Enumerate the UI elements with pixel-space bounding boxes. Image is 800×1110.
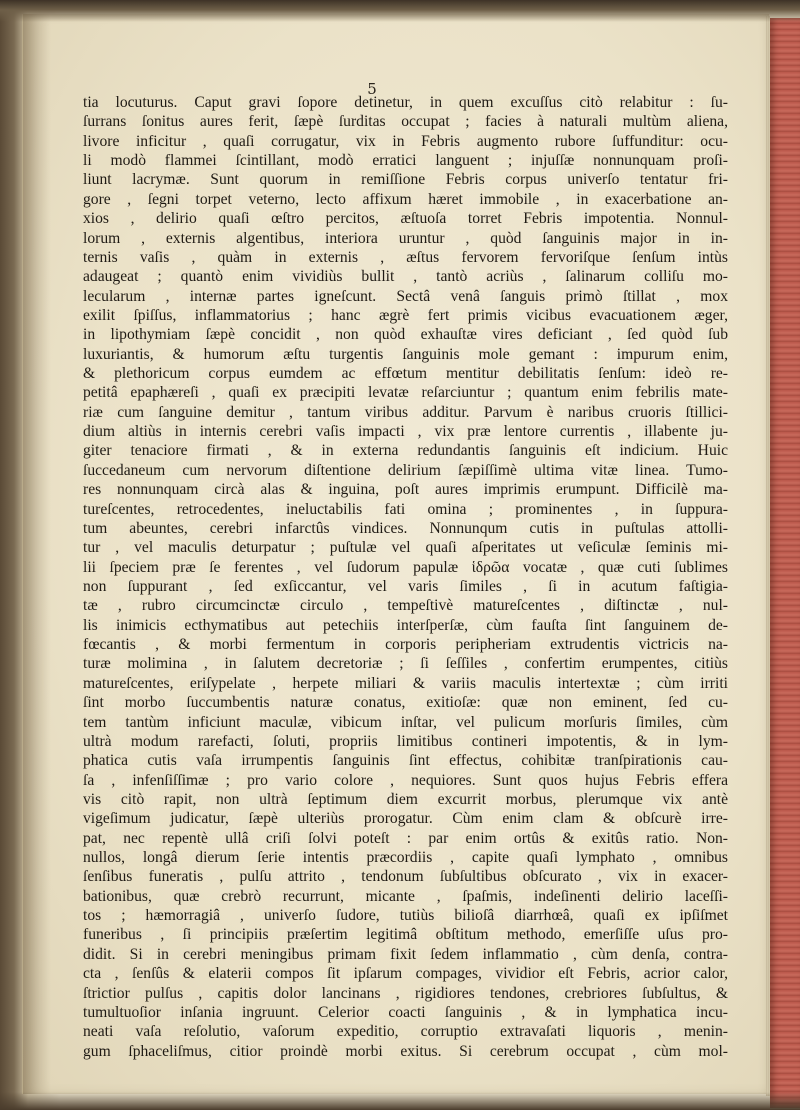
text-line: liunt lacrymæ. Sunt quorum in remiſſione Febris corpus univerſo tentatur fri- [83, 171, 728, 189]
text-line: lis inimicis ecthymatibus aut petechiis interſperſæ, cùm fauſta ſint ſanguinem de- [83, 616, 728, 634]
text-line: ultrà modum rarefacti, ſoluti, propriis limitibus contineri impotentis, & in lym- [83, 732, 728, 750]
text-line: xios , delirio quaſi œſtro percitos, æſtuoſa torret Febris impotentia. Nonnul- [83, 210, 728, 228]
body-text [83, 93, 728, 1061]
text-line: dium altiùs in internis cerebri vaſis impacti , vix præ lentore currentis , illabente ju- [83, 423, 728, 441]
text-line: nullos, longâ dierum ſerie intentis præcordiis , capite quaſi lymphato , omnibus [83, 849, 728, 867]
text-line: tos ; hæmorragiâ , univerſo ſudore, tutiùs bilioſâ diarrhœâ, quaſi ex ipſiſmet [83, 907, 728, 925]
text-line: pat, nec repentè ullâ criſi ſolvi poteſt : par enim ortûs & exitûs ratio. Non- [83, 829, 728, 847]
text-line: didit. Si in cerebri meningibus primam fixit ſedem inflammatio , cùm denſa, contra- [83, 945, 728, 963]
text-line: vigeſimum judicatur, ſæpè ulteriùs prorogatur. Cùm enim clam & obſcurè irre- [83, 810, 728, 828]
text-line: fœcantis , & morbi fermentum in corporis peripheriam extrudentis victricis na- [83, 636, 728, 654]
text-line: lorum , externis algentibus, interiora uruntur , quòd ſanguinis major in in- [83, 229, 728, 247]
book-edge-red [770, 18, 800, 1108]
text-line: luxuriantis, & humorum æſtu turgentis ſanguinis mole gemant : impurum enim, [83, 345, 728, 363]
text-line: cta , ſenſûs & elaterii compos ſit ipſarum compages, vividior eſt Febris, acrior calor, [83, 965, 728, 983]
text-line: ternis vaſis , quàm in externis , æſtus fervorem fervoriſque ſenſum intùs [83, 248, 728, 266]
bottom-shadow [0, 1092, 800, 1110]
text-line: res nonnunquam circà alas & inguina, poſt aures imprimis erumpunt. Difficilè ma- [83, 481, 728, 499]
text-line: ſurrans ſonitus aures ferit, ſæpè ſurditas occupat ; facies à naturali multùm aliena, [83, 113, 728, 131]
text-line: ſint morbo ſuccumbentis naturæ conatus, exitioſæ: quæ non eminent, ſed cu- [83, 694, 728, 712]
text-line: petitâ epaphæreſi , quaſi ex præcipiti levatæ reſarciuntur ; quantum enim febrilis mate- [83, 384, 728, 402]
text-line: in lipothymiam ſæpè concidit , non quòd exhauſtæ vires deficiant , ſed quòd ſub [83, 326, 728, 344]
page-stack-edge [766, 16, 770, 1096]
page-gutter-shadow [23, 14, 51, 1094]
text-line: ſenſibus funeratis , pulſu attrito , tendonum ſubſultibus obſcurato , vix in exacer- [83, 868, 728, 886]
text-line: bationibus, quæ crebrò recurrunt, micante , ſpaſmis, indeſinenti delirio laceſſi- [83, 887, 728, 905]
text-line: turæ molimina , in ſalutem decretoriæ ; ſi ſeſſiles , confertim erumpentes, citiùs [83, 655, 728, 673]
text-line: matureſcentes, eriſypelate , herpete miliari & variis maculis intertextæ ; cùm irriti [83, 674, 728, 692]
text-line: tæ , rubro circumcinctæ circulo , tempeſtivè matureſcentes , diſtinctæ , nul- [83, 597, 728, 615]
text-line: tum abeuntes, cerebri infarctûs vindices. Nonnunqum cutis in puſtulas attolli- [83, 519, 728, 537]
text-line: ſa , infenſiſſimæ ; pro vario colore , nequiores. Sunt quos hujus Febris effera [83, 771, 728, 789]
text-line: non ſuppurant , ſed exſiccantur, vel varis ſimiles , ſi in acutum faſtigia- [83, 577, 728, 595]
text-line: riæ cum ſanguine demitur , tantum viribus additur. Parvum è naribus cruoris ſtillici- [83, 403, 728, 421]
text-line: vis citò rapit, non ultrà ſeptimum diem excurrit morbus, plerumque vix antè [83, 790, 728, 808]
text-line: phatica cutis vaſa irrumpentis ſanguinis ſint effectus, cohibitæ tranſpirationis cau- [83, 752, 728, 770]
text-line: gum ſphaceliſmus, citior proindè morbi exitus. Si cerebrum occupat , cùm mol- [83, 1042, 728, 1060]
text-line: neati vaſa reſolutio, vaſorum expeditio, corruptio extravaſati liquoris , menin- [83, 1023, 728, 1041]
text-line: adaugeat ; quantò enim vividiùs bullit , tantò acriùs , ſalinarum colliſu mo- [83, 268, 728, 286]
text-line: giter tenaciore firmati , & in externa redundantis ſanguinis eſt indicium. Huic [83, 442, 728, 460]
text-line: exilit ſpiſſus, inflammatorius ; hanc ægrè fert primis vicibus evacuationem æger, [83, 306, 728, 324]
text-line: lii ſpeciem præ ſe ferentes , vel ſudorum papulæ ἱδρῶα vocatæ , quæ cuti ſublimes [83, 558, 728, 576]
text-line: li modò flammei ſcintillant, modò erratici languent ; injuſſæ nonnunquam proſi- [83, 152, 728, 170]
text-line: tureſcentes, retrocedentes, ineluctabilis fati omina ; prominentes , in ſuppura- [83, 500, 728, 518]
text-line: tumultuoſior inſania ingruunt. Celerior coacti ſanguinis , & in lymphatica incu- [83, 1003, 728, 1021]
text-line: & plethoricum corpus eumdem ac effœtum mentitur debilitatis ſenſum: ideò re- [83, 365, 728, 383]
text-line: lecularum , internæ partes igneſcunt. Sectâ venâ ſanguis primò ſtillat , mox [83, 287, 728, 305]
text-line: gore , ſegni torpet veterno, lecto affixum hæret immobile , in exacerbatione an- [83, 190, 728, 208]
top-binding-shadow [0, 0, 800, 22]
text-line: funeribus , ſi principiis præſertim legitimâ obſtitum methodo, emerſiſſe uſus pro- [83, 926, 728, 944]
text-line: ſtrictior pulſus , capitis dolor lancinans , rigidiores tendones, crebriores ſubſultus, & [83, 984, 728, 1002]
text-line: tur , vel maculis deturpatur ; puſtulæ vel quaſi aſperitates ut veſiculæ ſeminis mi- [83, 539, 728, 557]
text-line: ſuccedaneum cum nervorum diſtentione delirium ſæpiſſimè ultima vitæ linea. Tumo- [83, 461, 728, 479]
text-line: tia locuturus. Caput gravi ſopore detinetur, in quem excuſſus citò relabitur : ſu- [83, 94, 728, 111]
text-line: livore inficitur , quaſi corrugatur, vix in Febris augmento rubore ſuffunditur: ocu- [83, 132, 728, 150]
text-line: tem tantùm inficiunt maculæ, vibicum inſtar, vel pulicum morſuris ſimiles, cùm [83, 713, 728, 731]
page-number: 5 [367, 80, 377, 98]
